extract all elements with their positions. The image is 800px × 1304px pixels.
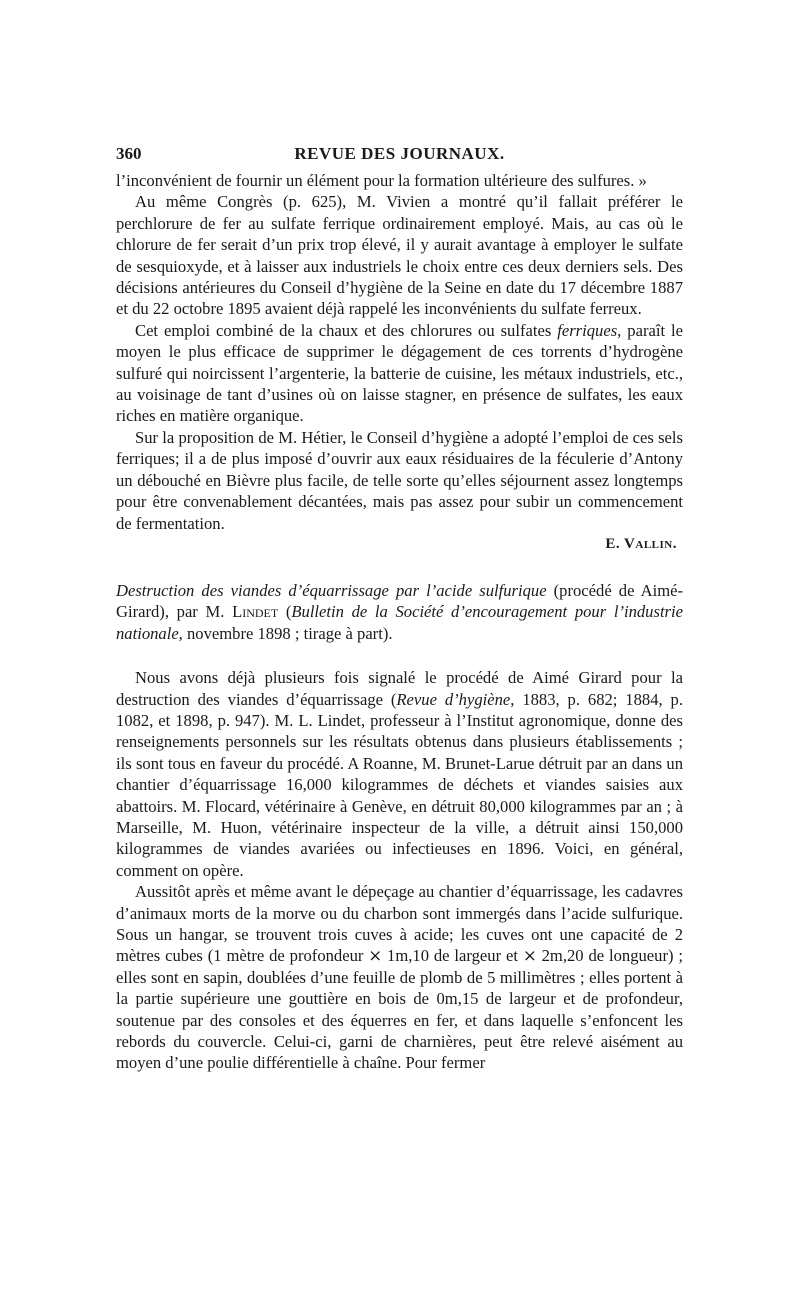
paragraph-intro xyxy=(116,667,683,881)
text-run: 1883, p. 682; 1884, p. 1082, et 1898, p. 947). M. L. Lindet, professeur à l’Institut agronomique, donne des renseignements personnels sur les résultats obtenus dans plusieurs établissements ; ils sont tous en faveur du procédé. A Roanne, M. Brunet-Larue détruit par an dans un chantier d’équarrissage 16,000 kilogrammes de déchets et viandes saisies aux abattoirs. M. Flocard, vétérinaire à Genève, en détruit 80,000 kilogrammes par an ; à Marseille, M. Huon, vétérinaire inspecteur de la ville, a détruit ainsi 150,000 kilogrammes de viandes avariées ou infectieuses en 1896. Voici, en général, comment on opère. xyxy=(116,689,683,880)
paragraph-hetier: Sur la proposition de M. Hétier, le Conseil d’hygiène a adopté l’emploi de ces sels ferriques; il a de plus imposé d’ouvrir aux eaux résiduaires de la féculerie d’Antony un débouché en Bièvre plus facile, de telle sorte qu’elles séjournent assez longtemps pour être convenablement décantées, mais pas assez pour subir un commencement de fermentation. xyxy=(116,427,683,533)
page xyxy=(116,140,683,1074)
text-run: Nous avons déjà plusieurs fois signalé le procédé de Aimé Girard pour la destruction des viandes d’équarrissage ( xyxy=(116,668,683,709)
text-run: ( xyxy=(278,602,292,622)
page-number: 360 xyxy=(116,144,142,163)
article-source: Bulletin de la Société d’encouragement pour l’industrie nationale, xyxy=(116,602,683,643)
paragraph-procedure: Aussitôt après et même avant le dépeçage au chantier d’équarrissage, les cadavres d’animaux morts de la morve ou du charbon sont immergés dans l’acide sulfurique. Sous un hangar, se trouvent trois cuves à acide; les cuves ont une capacité de 2 mètres cubes (1 mètre de profondeur ⨯ 1m,10 de largeur et ⨯ 2m,20 de longueur) ; elles sont en sapin, doublées d’une feuille de plomb de 5 millimètres ; elles portent à la partie supérieure une gouttière en bois de 0m,15 de largeur et de profondeur, soutenue par des consoles et des équerres en fer, et dans laquelle s’enfoncent les rebords du couvercle. Celui-ci, garni de charnières, peut être relevé aisément au moyen d’une poulie différentielle à chaîne. Pour fermer xyxy=(116,882,683,1073)
italic-run: Revue d’hygiène, xyxy=(396,689,515,709)
paragraph-continued: l’inconvénient de fournir un élément pour la formation ultérieure des sulfures. » xyxy=(116,171,647,190)
text-run: (procédé de Aimé-Girard), par M. xyxy=(116,580,683,622)
italic-run: ferriques, xyxy=(557,320,622,340)
paragraph-chaux xyxy=(116,320,683,427)
article-body xyxy=(116,667,683,1074)
author-signature: E. Vallin. xyxy=(605,535,677,552)
text-run: novembre 1898 ; tirage à part). xyxy=(182,623,393,643)
article-author: Lindet xyxy=(232,602,279,622)
article-title: Destruction des viandes d’équarrissage par l’acide sulfurique xyxy=(116,580,547,600)
text-run: Cet emploi combiné de la chaux et des chlorures ou sulfates xyxy=(135,320,558,340)
page-header xyxy=(116,140,683,170)
text-run: paraît le moyen le plus efficace de supprimer le dégagement de ces torrents d’hydrogène sulfuré qui noircissent l’argenterie, la batterie de cuisine, les métaux industriels, etc., au voisinage de tant d’usines où on laisse stagner, en présence de sulfates, les eaux riches en matière organique. xyxy=(116,320,684,426)
paragraph-congres: Au même Congrès (p. 625), M. Vivien a montré qu’il fallait préférer le perchlorure de fer au sulfate ferrique ordinairement employé. Mais, au cas où le chlorure de fer serait d’un prix trop élevé, il y aurait avantage à employer le sulfate de sesquioxyde, et à laisser aux industriels le choix entre ces deux derniers sels. Des décisions antérieures du Conseil d’hygiène de la Seine en date du 17 décembre 1887 et du 22 octobre 1895 avaient déjà rappelé les inconvénients du sulfate ferreux. xyxy=(116,192,683,319)
running-head: REVUE DES JOURNAUX. xyxy=(294,144,505,163)
article-heading xyxy=(116,580,683,644)
